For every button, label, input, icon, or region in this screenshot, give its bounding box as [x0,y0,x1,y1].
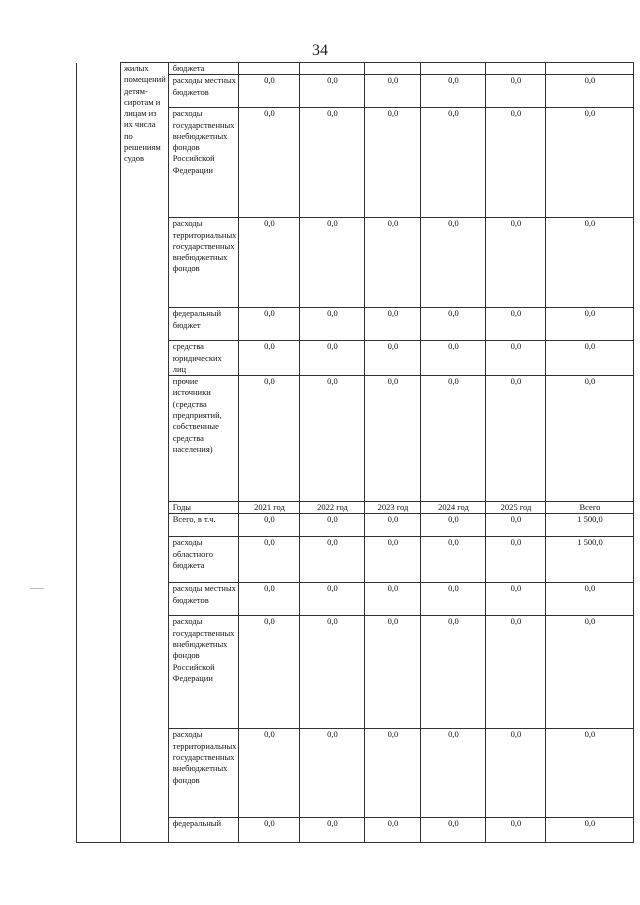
row-number-cell [77,341,121,376]
value-cell [365,376,421,502]
value-cell [486,63,546,75]
row-number-cell [77,514,121,537]
row-number-cell [77,818,121,843]
value-cell [365,75,421,108]
value-text: 2023 год [377,502,409,513]
value-cell [365,583,421,616]
value-text: 0,0 [387,514,399,525]
row-number-cell [77,376,121,502]
funding-source-cell [168,818,239,843]
value-cell [365,818,421,843]
value-cell [365,63,421,75]
value-cell [239,63,300,75]
value-text: 0,0 [584,308,596,319]
value-cell [421,514,486,537]
value-text: 0,0 [387,583,399,594]
value-cell [546,537,634,583]
value-cell [300,75,365,108]
value-cell [421,537,486,583]
funding-source-label: средства юридических лиц [172,341,222,374]
row-number-cell [77,729,121,818]
value-cell [421,616,486,729]
value-cell [546,341,634,376]
margin-mark [30,588,44,589]
value-cell [300,502,365,514]
value-cell [546,308,634,341]
value-cell [239,729,300,818]
value-cell [486,514,546,537]
funding-source-cell [168,308,239,341]
value-cell [486,537,546,583]
row-number-cell [77,218,121,308]
value-cell [546,108,634,218]
funding-source-label: расходы территориальных государственных внебюджетных фондов [172,729,237,785]
row-number-cell [77,75,121,108]
value-cell [421,502,486,514]
value-cell [239,537,300,583]
value-cell [300,63,365,75]
funding-source-cell [168,729,239,818]
funding-source-cell [168,583,239,616]
value-cell [365,218,421,308]
value-text: 0,0 [264,537,275,548]
value-text: 0,0 [510,537,522,548]
value-text: 0,0 [510,818,522,829]
value-cell [239,818,300,843]
value-cell [239,218,300,308]
value-text: 0,0 [510,616,522,627]
value-text: 0,0 [448,75,459,86]
value-cell [546,514,634,537]
value-text: 0,0 [387,616,399,627]
value-text: 0,0 [584,376,596,387]
value-cell [486,376,546,502]
value-cell [486,616,546,729]
value-text: 0,0 [264,308,275,319]
value-text: Всего [579,502,601,513]
value-cell [486,729,546,818]
value-text: 0,0 [387,75,399,86]
value-cell [486,218,546,308]
funding-source-cell [168,502,239,514]
row-number-cell [77,583,121,616]
row-number-cell [77,308,121,341]
value-text: 0,0 [327,537,338,548]
value-text: 0,0 [510,218,522,229]
value-text: 0,0 [510,75,522,86]
value-cell [421,218,486,308]
value-cell [239,502,300,514]
value-text: 0,0 [448,218,459,229]
value-cell [546,583,634,616]
value-text: 0,0 [448,341,459,352]
value-text: 2021 год [254,502,285,513]
page-number: 34 [312,42,328,59]
value-cell [546,75,634,108]
value-text: 0,0 [264,616,275,627]
value-cell [239,341,300,376]
value-cell [239,75,300,108]
value-text: 0,0 [327,341,338,352]
funding-source-cell [168,218,239,308]
funding-source-cell [168,537,239,583]
value-text: 0,0 [510,108,522,119]
funding-source-label: расходы местных бюджетов [172,75,236,97]
value-text: 0,0 [584,616,596,627]
value-text: 0,0 [510,376,522,387]
value-text: 1 500,0 [577,537,603,548]
financing-table [76,62,634,843]
value-cell [546,63,634,75]
value-cell [546,376,634,502]
value-text: 0,0 [448,308,459,319]
value-cell [486,308,546,341]
value-text: 0,0 [448,537,459,548]
value-text: 0,0 [264,75,275,86]
value-text: 0,0 [448,514,459,525]
value-cell [546,818,634,843]
value-text: 0,0 [264,376,275,387]
value-text: 0,0 [264,729,275,740]
funding-source-label: федеральный [172,818,222,829]
value-text: 0,0 [327,308,338,319]
value-text: 0,0 [327,75,338,86]
value-cell [486,502,546,514]
value-cell [300,514,365,537]
funding-source-cell [168,108,239,218]
funding-source-label: расходы областного бюджета [172,537,213,571]
measure-description-cell [121,63,169,843]
measure-description: жилых помещений детям-сиротам и лицам из их числа по решениям судов [124,63,166,164]
funding-source-cell [168,376,239,502]
value-text: 0,0 [327,376,338,387]
value-text: 0,0 [327,729,338,740]
value-text: 0,0 [448,616,459,627]
value-text: 0,0 [264,218,275,229]
funding-source-label: прочие источники (средства предприятий, собственные средства населения) [172,376,222,454]
funding-source-label: расходы местных бюджетов [172,583,236,605]
value-cell [421,583,486,616]
value-cell [239,376,300,502]
row-number-cell [77,108,121,218]
value-text: 0,0 [448,729,459,740]
value-cell [365,502,421,514]
value-cell [421,308,486,341]
funding-source-label: расходы государственных внебюджетных фондов Российской Федерации [172,108,235,175]
value-cell [421,818,486,843]
funding-source-label: бюджета [172,63,205,73]
value-cell [300,341,365,376]
funding-source-label: федеральный бюджет [172,308,222,330]
value-text: 0,0 [327,514,338,525]
value-cell [365,729,421,818]
value-text: 0,0 [327,818,338,829]
value-text: 0,0 [584,583,596,594]
value-text: 0,0 [264,341,275,352]
value-text: 0,0 [327,616,338,627]
value-text: 0,0 [387,108,399,119]
value-cell [421,341,486,376]
value-cell [421,729,486,818]
value-cell [300,818,365,843]
value-cell [300,537,365,583]
value-text: 0,0 [584,818,596,829]
value-cell [300,729,365,818]
value-text: 0,0 [510,308,522,319]
value-cell [486,583,546,616]
value-text: 0,0 [387,218,399,229]
value-cell [365,514,421,537]
value-text: 0,0 [327,218,338,229]
value-cell [421,376,486,502]
funding-source-cell [168,75,239,108]
value-cell [546,218,634,308]
value-cell [486,341,546,376]
value-cell [239,308,300,341]
funding-source-cell [168,616,239,729]
funding-source-cell [168,341,239,376]
funding-source-label: расходы территориальных государственных внебюджетных фондов [172,218,237,274]
value-cell [421,75,486,108]
row-number-cell [77,616,121,729]
value-cell [365,341,421,376]
value-cell [300,616,365,729]
row-number-cell [77,502,121,514]
funding-source-label: Всего, в т.ч. [172,514,216,525]
value-text: 0,0 [448,108,459,119]
value-text: 1 500,0 [577,514,603,525]
value-cell [546,616,634,729]
value-text: 2025 год [500,502,532,513]
value-cell [300,308,365,341]
value-cell [546,729,634,818]
value-cell [300,108,365,218]
value-cell [486,818,546,843]
value-text: 0,0 [510,341,522,352]
table-row [77,63,634,75]
value-text: 2022 год [317,502,348,513]
funding-source-label: расходы государственных внебюджетных фондов Российской Федерации [172,616,235,683]
row-number-cell [77,63,121,75]
value-text: 0,0 [387,537,399,548]
value-cell [365,308,421,341]
value-text: 0,0 [264,514,275,525]
value-text: 0,0 [448,583,459,594]
value-cell [239,616,300,729]
value-text: 0,0 [584,341,596,352]
value-cell [239,583,300,616]
value-text: 0,0 [387,376,399,387]
value-text: 0,0 [510,514,522,525]
value-text: 0,0 [387,308,399,319]
value-cell [300,376,365,502]
value-text: 0,0 [510,583,522,594]
funding-source-cell [168,514,239,537]
value-text: 0,0 [387,729,399,740]
value-cell [546,502,634,514]
value-text: 2024 год [438,502,469,513]
row-number-cell [77,537,121,583]
value-text: 0,0 [510,729,522,740]
value-cell [239,514,300,537]
value-text: 0,0 [264,818,275,829]
value-text: 0,0 [327,108,338,119]
value-text: 0,0 [584,218,596,229]
value-cell [486,108,546,218]
value-text: 0,0 [448,818,459,829]
value-text: 0,0 [584,75,596,86]
value-cell [239,108,300,218]
value-text: 0,0 [264,583,275,594]
value-cell [421,63,486,75]
value-text: 0,0 [387,341,399,352]
value-cell [365,537,421,583]
value-cell [365,616,421,729]
value-text: 0,0 [584,108,596,119]
value-cell [300,218,365,308]
value-cell [365,108,421,218]
funding-source-label: Годы [172,502,191,513]
value-cell [486,75,546,108]
value-cell [421,108,486,218]
value-text: 0,0 [387,818,399,829]
value-text: 0,0 [327,583,338,594]
value-text: 0,0 [584,729,596,740]
funding-source-cell [168,63,239,75]
value-text: 0,0 [448,376,459,387]
value-cell [300,583,365,616]
value-text: 0,0 [264,108,275,119]
